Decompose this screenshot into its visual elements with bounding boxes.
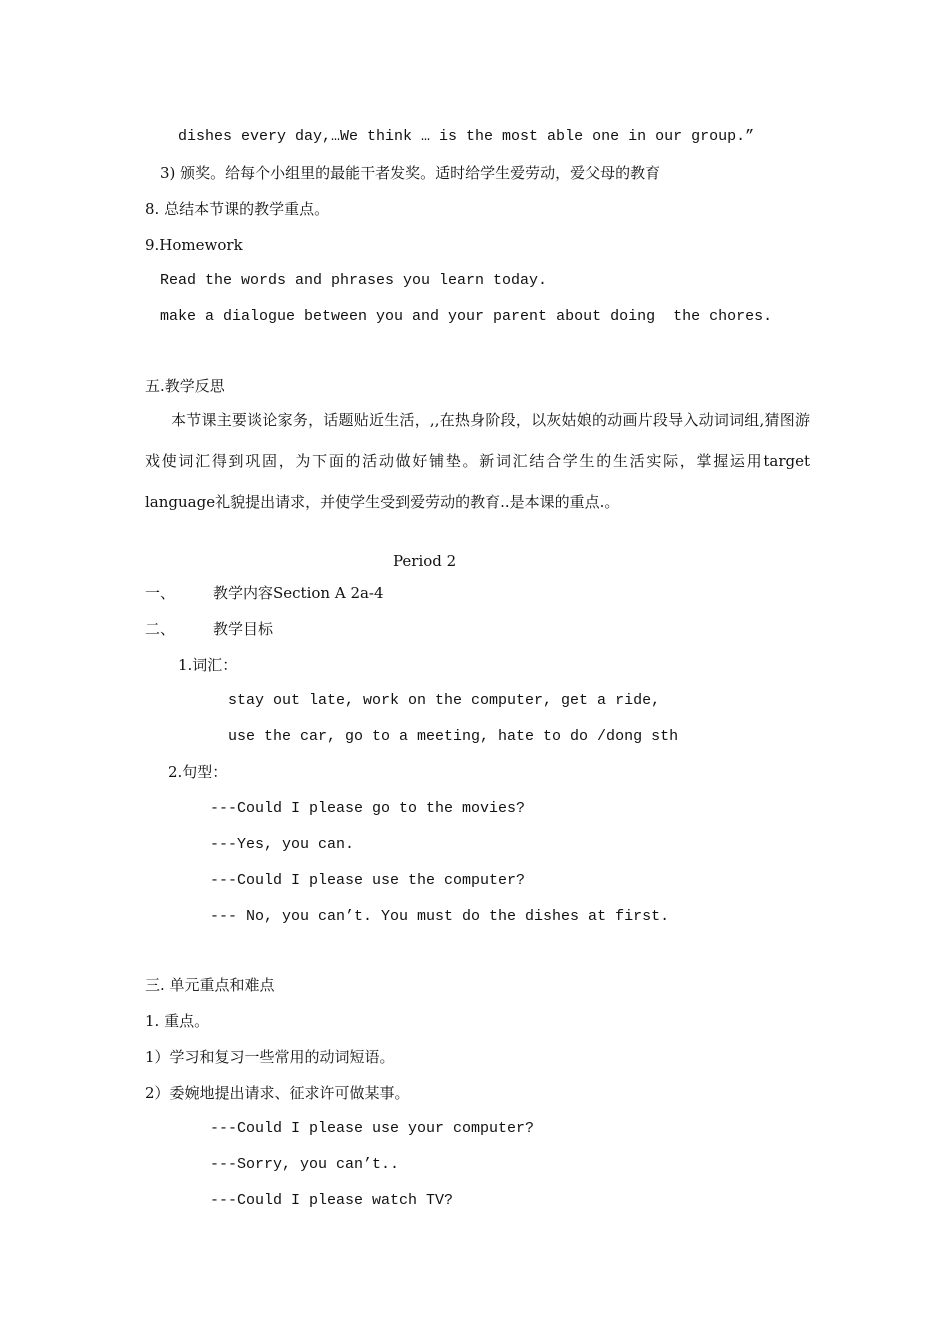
text-line: 1. 重点。 bbox=[145, 1012, 210, 1030]
dialogue-line: --- No, you can’t. You must do the dishes at first. bbox=[210, 908, 670, 925]
vocab-label: 1.词汇： bbox=[178, 656, 238, 674]
text-line: 3) 颁奖。给每个小组里的最能干者发奖。适时给学生爱劳动，爱父母的教育 bbox=[160, 164, 661, 182]
text-line: 1）学习和复习一些常用的动词短语。 bbox=[145, 1048, 395, 1066]
section-heading: 五.教学反思 bbox=[145, 377, 225, 395]
text-line: 2）委婉地提出请求、征求许可做某事。 bbox=[145, 1084, 410, 1102]
section-heading bbox=[145, 583, 384, 603]
vocab-line: use the car, go to a meeting, hate to do /dong sth bbox=[228, 728, 679, 745]
section-heading bbox=[145, 619, 273, 639]
dialogue-line: ---Could I please use the computer? bbox=[210, 872, 526, 889]
section-number: 一、 bbox=[145, 584, 176, 602]
dialogue-line: ---Sorry, you can’t.. bbox=[210, 1156, 400, 1173]
section-number: 二、 bbox=[145, 620, 176, 638]
text-line: dishes every day,…We think … is the most able one in our group.” bbox=[178, 128, 755, 145]
section-title: 教学目标 bbox=[213, 620, 274, 638]
dialogue-line: ---Could I please go to the movies? bbox=[210, 800, 526, 817]
dialogue-line: ---Could I please use your computer? bbox=[210, 1120, 535, 1137]
text-line: make a dialogue between you and your parent about doing the chores. bbox=[160, 308, 773, 325]
dialogue-line: ---Yes, you can. bbox=[210, 836, 355, 853]
section-heading: 三. 单元重点和难点 bbox=[145, 976, 275, 994]
text-line: 8. 总结本节课的教学重点。 bbox=[145, 200, 330, 218]
reflection-paragraph: 本节课主要谈论家务，话题贴近生活，,,在热身阶段，以灰姑娘的动画片段导入动词词组,猜图游戏使词汇得到巩固，为下面的活动做好铺垫。新词汇结合学生的生活实际，掌握运用target language礼貌提出请求，并使学生受到爱劳动的教育..是本课的重点.。 bbox=[145, 411, 810, 511]
dialogue-line: ---Could I please watch TV? bbox=[210, 1192, 454, 1209]
pattern-label: 2.句型： bbox=[168, 763, 228, 781]
section-title: 教学内容Section A 2a-4 bbox=[213, 584, 384, 602]
vocab-line: stay out late, work on the computer, get a ride, bbox=[228, 692, 661, 709]
period-title: Period 2 bbox=[393, 552, 457, 570]
text-line: Read the words and phrases you learn today. bbox=[160, 272, 548, 289]
text-line: 9.Homework bbox=[145, 236, 243, 254]
